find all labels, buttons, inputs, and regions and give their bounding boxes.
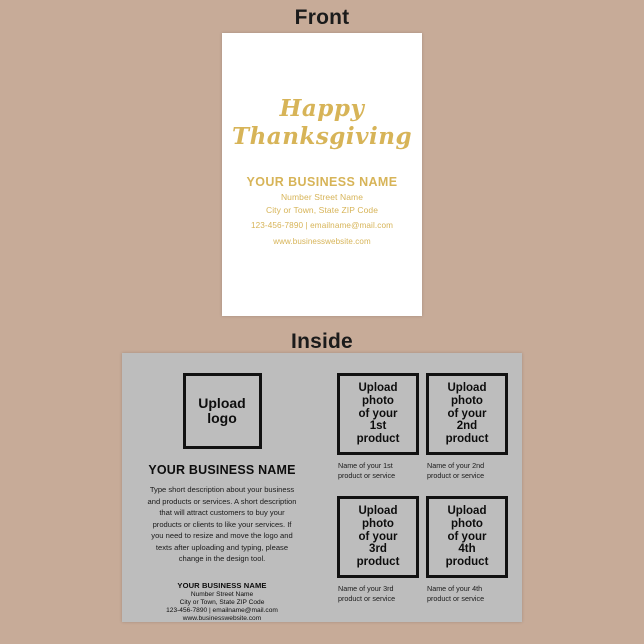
upload-photo-2-line-4: 2nd	[456, 420, 478, 433]
product-4-caption-line-2: product or service	[427, 593, 485, 603]
inside-footer-block	[166, 581, 278, 622]
product-1-caption-line-1: Name of your 1st	[338, 461, 393, 470]
inside-card-preview[interactable]	[122, 353, 522, 622]
product-2-caption-line-1: Name of your 2nd	[427, 461, 485, 470]
upload-logo-line-2: logo	[207, 410, 237, 427]
upload-logo-placeholder[interactable]	[183, 373, 262, 449]
upload-photo-3-line-1: Upload	[358, 505, 398, 518]
upload-photo-2-line-2: photo	[451, 395, 483, 408]
product-4-caption-line-1: Name of your 4th	[427, 584, 483, 593]
upload-photo-2-line-3: of your	[447, 407, 487, 420]
upload-photo-1-line-1: Upload	[358, 382, 398, 395]
upload-photo-1-line-2: photo	[362, 395, 394, 408]
product-3-caption	[337, 584, 419, 603]
front-street: Number Street Name	[280, 192, 364, 203]
inside-business-name: YOUR BUSINESS NAME	[148, 463, 296, 478]
upload-photo-4-line-4: 4th	[458, 543, 476, 556]
front-card-preview[interactable]	[222, 33, 422, 316]
inside-right-panel	[322, 353, 522, 622]
greeting-line-2: Thanksgiving	[231, 123, 413, 151]
upload-photo-4-line-2: photo	[451, 518, 483, 531]
product-1-caption	[337, 461, 419, 480]
upload-photo-1-line-5: product	[356, 432, 400, 445]
upload-photo-3-line-5: product	[356, 555, 400, 568]
product-2-caption-line-2: product or service	[427, 470, 485, 480]
inside-footer-street: Number Street Name	[190, 591, 254, 598]
product-4-caption	[426, 584, 508, 603]
upload-photo-2-line-1: Upload	[447, 382, 487, 395]
upload-logo-line-1: Upload	[198, 395, 246, 412]
product-2-caption	[426, 461, 508, 480]
product-1-caption-line-2: product or service	[338, 470, 396, 480]
product-slot-3	[337, 496, 419, 603]
product-slot-2	[426, 373, 508, 480]
product-3-caption-line-2: product or service	[338, 593, 396, 603]
upload-photo-placeholder-3[interactable]	[337, 496, 419, 578]
inside-section-title: Inside	[291, 330, 353, 353]
upload-photo-3-line-4: 3rd	[369, 543, 387, 556]
front-business-name: YOUR BUSINESS NAME	[246, 175, 398, 190]
front-city: City or Town, State ZIP Code	[265, 205, 379, 216]
upload-photo-1-line-3: of your	[358, 407, 398, 420]
upload-photo-4-line-1: Upload	[447, 505, 487, 518]
front-website: www.businesswebsite.com	[273, 237, 371, 247]
product-slot-4	[426, 496, 508, 603]
inside-footer-city: City or Town, State ZIP Code	[179, 599, 265, 606]
inside-footer-contact: 123-456-7890 | emailname@mail.com	[166, 607, 278, 614]
greeting-text	[232, 95, 412, 151]
front-contact: 123-456-7890 | emailname@mail.com	[250, 221, 394, 231]
inside-left-panel	[122, 353, 322, 622]
inside-footer-business-name: YOUR BUSINESS NAME	[177, 581, 267, 590]
front-card-content	[222, 33, 422, 316]
greeting-line-1: Happy	[279, 95, 365, 122]
inside-description: Type short description about your business and products or services. A short description that will attract customers to buy your products or clients to like your services. If you need to resize and move the logo and texts after uploading and typing, please change in the design tool.	[147, 485, 297, 564]
upload-photo-3-line-2: photo	[362, 518, 394, 531]
upload-photo-4-line-5: product	[445, 555, 489, 568]
product-slot-1	[337, 373, 419, 480]
product-3-caption-line-1: Name of your 3rd	[338, 584, 394, 593]
front-section-title: Front	[294, 6, 350, 29]
upload-photo-2-line-5: product	[445, 432, 489, 445]
upload-photo-placeholder-1[interactable]	[337, 373, 419, 455]
upload-photo-placeholder-4[interactable]	[426, 496, 508, 578]
upload-photo-placeholder-2[interactable]	[426, 373, 508, 455]
upload-photo-4-line-3: of your	[447, 530, 487, 543]
upload-photo-1-line-4: 1st	[369, 420, 387, 433]
inside-footer-website: www.businesswebsite.com	[182, 615, 262, 622]
upload-photo-3-line-3: of your	[358, 530, 398, 543]
